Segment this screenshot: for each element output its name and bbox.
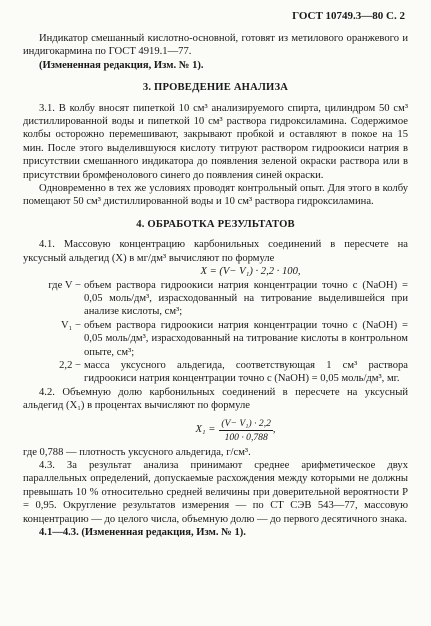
formula-2-numerator: (V− V₁) · 2,2 <box>221 417 271 429</box>
variable-definition <box>23 279 408 319</box>
edition-note-text: 4.1—4.3. (Измененная редакция, Изм. № 1). <box>39 527 246 538</box>
formula-2-fraction <box>219 418 273 443</box>
formula-1: X = (V− V₁) · 2,2 · 100, <box>200 266 301 278</box>
section-3-paragraph-2: Одновременно в тех же условиях проводят контрольный опыт. Для этого в колбу помещают 50 см³ дистиллированной воды и 10 см³ раствора гидроксиламина. <box>23 183 408 208</box>
variable-label: где V − <box>48 279 81 291</box>
variable-definition <box>23 319 408 359</box>
page-content <box>23 32 408 539</box>
formula-2-denominator: 100 · 0,788 <box>224 431 268 443</box>
formula-2-lhs: X₁ = <box>195 424 216 436</box>
density-definition: где 0,788 — плотность уксусного альдегида, г/см³. <box>23 446 251 458</box>
section-4-paragraph-3: 4.3. За результат анализа принимают среднее арифметическое двух параллельных определений, допускаемые расхождения между которыми не должны превышать 10 % относительно средней величины при доверительной вероятности P = 0,95. Округление результатов измерения — по СТ СЭВ 543—77, массовую концентрацию — до целого числа, объемную долю — до первого десятичного знака. <box>23 459 408 525</box>
variable-label: 2,2 − <box>59 359 81 371</box>
section-4-paragraph-1: 4.1. Массовую концентрацию карбонильных соединений в пересчете на уксусный альдегид (X) в мг/дм³ вычисляют по формуле <box>23 239 408 264</box>
section-4-title: 4. ОБРАБОТКА РЕЗУЛЬТАТОВ <box>136 218 295 230</box>
variable-definition <box>23 359 408 386</box>
section-4-paragraph-2: 4.2. Объемную долю карбонильных соединений в пересчете на уксусный альдегид (X₁) в процентах вычисляют по формуле <box>23 386 408 412</box>
variable-label: V₁ − <box>61 319 81 331</box>
section-4-edition-note <box>23 526 408 539</box>
section-3-title: 3. ПРОВЕДЕНИЕ АНАЛИЗА <box>142 82 289 94</box>
page-header: ГОСТ 10749.3—80 С. 2 <box>292 10 405 22</box>
intro-edition-note: (Измененная редакция, Изм. № 1). <box>39 59 204 71</box>
intro-paragraph: Индикатор смешанный кислотно-основной, готовят из метилового оранжевого и индигокармина по ГОСТ 4919.1—77. <box>23 33 408 58</box>
formula-2-tail: , <box>272 424 276 436</box>
variable-description: объем раствора гидроокиси натрия концентрации точно с (NaOH) = 0,05 моль/дм³, израсходованный на титрование выделившейся при анализе кислоты, см³; <box>84 279 408 318</box>
variable-description: объем раствора гидроокиси натрия концентрации точно с (NaOH) = 0,05 моль/дм³, израсходованный на титрование кислоты в контрольном опыте, см³; <box>84 319 408 358</box>
variable-description: масса уксусного альдегида, соответствующая 1 см³ раствора гидроокиси натрия концентрации точно с (NaOH) = 0,05 моль/дм³, мг. <box>84 359 408 385</box>
formula-2 <box>63 418 408 443</box>
section-3-paragraph-1: 3.1. В колбу вносят пипеткой 10 см³ анализируемого спирта, цилиндром 50 см³ дистиллированной воды и пипеткой 10 см³ раствора гидроксиламина. Содержимое колбы осторожно перемешивают, закрывают пробкой и оставляют в покое на 15 мин. После этого выделившуюся кислоту титруют раствором гидроокиси натрия в присутствии смешанного индикатора до появления зеленой окраски раствора или в присутствии бромфенолового синего до появления синей окраски. <box>23 102 408 181</box>
